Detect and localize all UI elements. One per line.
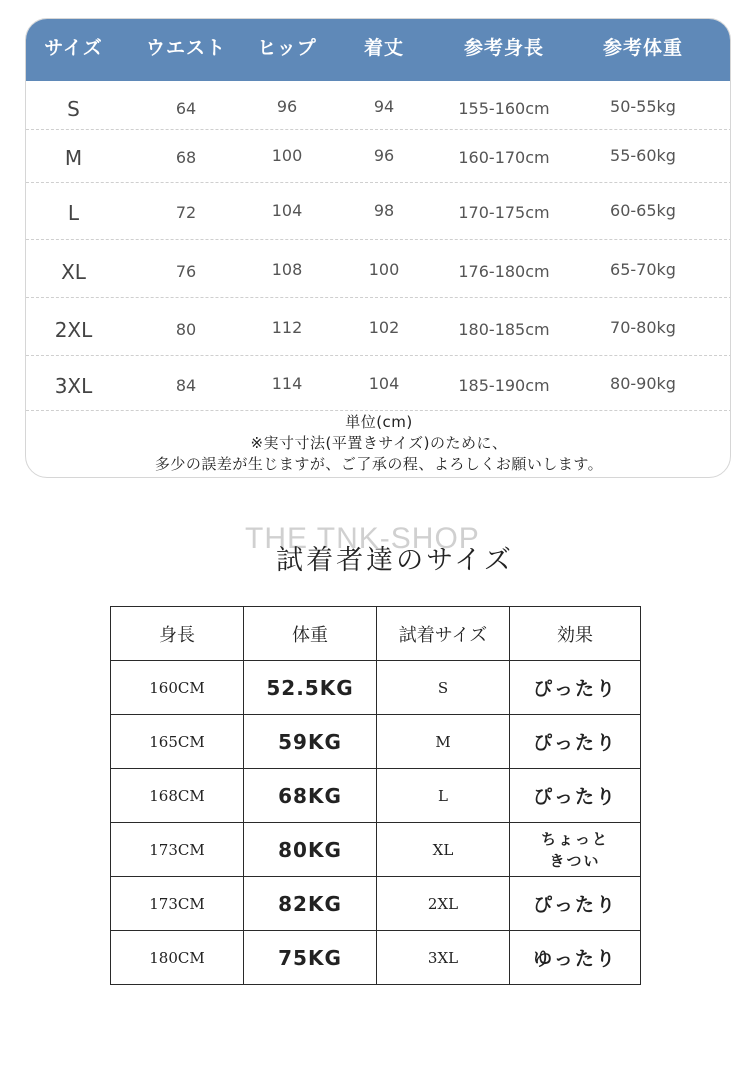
hip-cell: 100 [271,146,303,165]
table-row [111,823,641,877]
effect-cell: ぴったり [510,661,641,715]
height-cell: 185-190cm [458,376,550,395]
size-cell: XL [377,823,510,877]
length-cell: 104 [368,374,400,393]
note-unit: 単位(cm) [345,413,413,431]
waist-cell: 64 [175,99,197,118]
hip-cell: 104 [271,201,303,220]
size-cell: 2XL [377,877,510,931]
size-cell: L [377,769,510,823]
table-row [111,715,641,769]
weight-cell: 82KG [244,877,377,931]
section-title: 試着者達のサイズ [276,545,514,576]
height-cell: 180CM [111,931,244,985]
size-cell: L [67,201,80,225]
length-cell: 102 [368,318,400,337]
header-ref-height: 参考身長 [463,37,544,59]
size-row [26,298,731,356]
weight-cell: 65-70kg [610,260,676,279]
size-cell: S [377,661,510,715]
size-cell: 2XL [54,318,93,342]
height-cell: 170-175cm [458,203,550,222]
measurement-note [26,412,731,475]
hip-cell: 114 [271,374,303,393]
size-cell: M [377,715,510,769]
table-row [111,931,641,985]
weight-cell: 52.5KG [244,661,377,715]
height-cell: 176-180cm [458,262,550,281]
col-header-tried-size: 試着サイズ [377,607,510,661]
size-row [26,81,731,130]
table-row [111,877,641,931]
size-row [26,240,731,298]
note-line-1: ※実寸寸法(平置きサイズ)のために、 [250,434,508,452]
weight-cell: 59KG [244,715,377,769]
waist-cell: 68 [175,148,197,167]
size-cell: 3XL [377,931,510,985]
effect-cell: ぴったり [510,715,641,769]
effect-line-2: きつい [549,851,601,870]
table-row [111,769,641,823]
size-cell: 3XL [54,374,93,398]
weight-cell: 68KG [244,769,377,823]
height-cell: 173CM [111,877,244,931]
size-row [26,183,731,240]
header-waist: ウエスト [145,37,226,59]
length-cell: 98 [373,201,395,220]
header-length: 着丈 [363,37,404,59]
waist-cell: 80 [175,320,197,339]
size-chart-card [25,18,731,478]
size-cell: M [64,146,83,170]
size-row [26,130,731,183]
effect-cell: ぴったり [510,877,641,931]
height-cell: 155-160cm [458,99,550,118]
weight-cell: 55-60kg [610,146,676,165]
weight-cell: 50-55kg [610,97,676,116]
hip-cell: 96 [276,97,298,116]
waist-cell: 76 [175,262,197,281]
shop-watermark: THE TNK-SHOP [245,522,480,555]
waist-cell: 84 [175,376,197,395]
weight-cell: 80-90kg [610,374,676,393]
effect-cell: ぴったり [510,769,641,823]
height-cell: 173CM [111,823,244,877]
height-cell: 180-185cm [458,320,550,339]
header-hip: ヒップ [257,37,317,59]
hip-cell: 108 [271,260,303,279]
weight-cell: 75KG [244,931,377,985]
table-header-row [111,607,641,661]
model-size-table [110,606,641,985]
weight-cell: 60-65kg [610,201,676,220]
col-header-height: 身長 [111,607,244,661]
header-ref-weight: 参考体重 [602,37,683,59]
col-header-weight: 体重 [244,607,377,661]
height-cell: 160CM [111,661,244,715]
effect-cell [510,823,641,877]
weight-cell: 70-80kg [610,318,676,337]
effect-cell: ゆったり [510,931,641,985]
size-chart-header [26,19,731,81]
table-row [111,661,641,715]
weight-cell: 80KG [244,823,377,877]
size-cell: XL [61,260,86,284]
header-size: サイズ [44,37,103,59]
height-cell: 160-170cm [458,148,550,167]
waist-cell: 72 [175,203,197,222]
effect-line-1: ちょっと [540,829,609,848]
size-row [26,356,731,411]
length-cell: 96 [373,146,395,165]
note-line-2: 多少の誤差が生じますが、ご了承の程、よろしくお願いします。 [154,455,604,473]
height-cell: 168CM [111,769,244,823]
height-cell: 165CM [111,715,244,769]
length-cell: 100 [368,260,400,279]
col-header-effect: 効果 [510,607,641,661]
length-cell: 94 [373,97,395,116]
size-cell: S [67,97,80,121]
hip-cell: 112 [271,318,303,337]
